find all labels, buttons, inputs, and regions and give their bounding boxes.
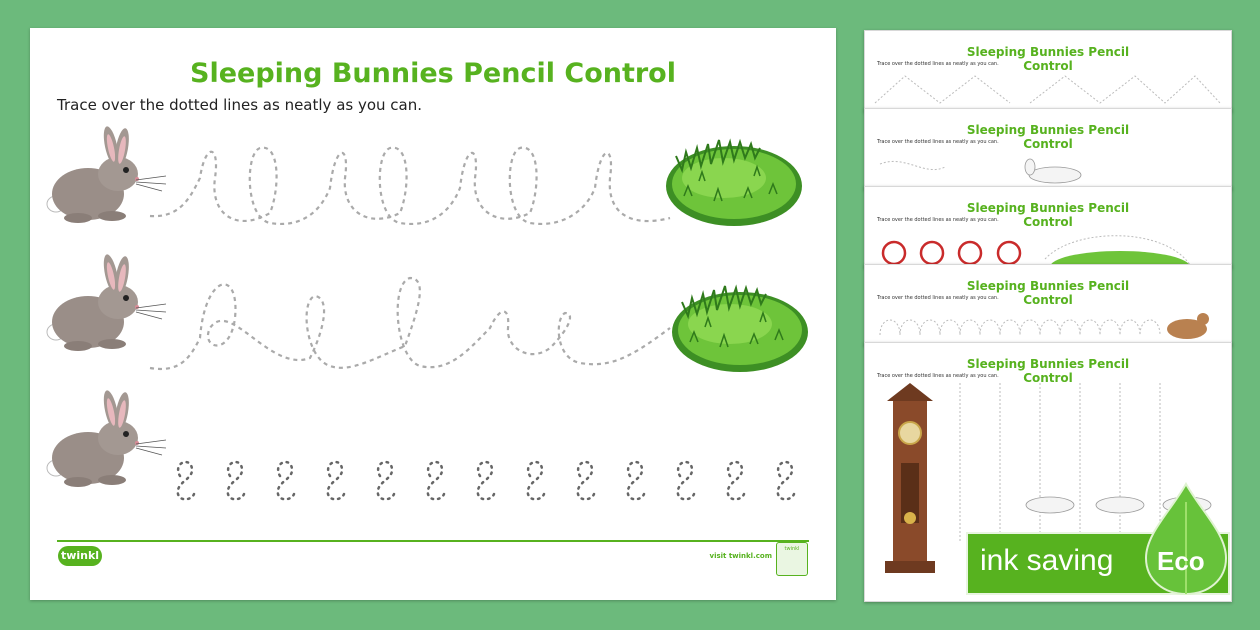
thumbnail-instruction: Trace over the dotted lines as neatly as you can. bbox=[877, 373, 999, 379]
thumbnail-instruction: Trace over the dotted lines as neatly as you can. bbox=[877, 139, 999, 145]
badge-label: twinkl bbox=[784, 546, 800, 552]
thumbnail-instruction: Trace over the dotted lines as neatly as you can. bbox=[877, 217, 999, 223]
eco-leaf-icon bbox=[1142, 482, 1230, 597]
twinkl-logo: twinkl bbox=[58, 546, 102, 566]
thumbnail-instruction: Trace over the dotted lines as neatly as you can. bbox=[877, 61, 999, 67]
quality-badge bbox=[776, 542, 808, 576]
footer-link[interactable]: visit twinkl.com bbox=[709, 552, 772, 560]
thumbnail-title: Sleeping Bunnies Pencil Control bbox=[966, 45, 1130, 73]
thumbnail-2[interactable] bbox=[864, 108, 1232, 190]
worksheet-main bbox=[30, 28, 836, 600]
clocks-illustration bbox=[865, 187, 1231, 267]
bush-row-1 bbox=[666, 140, 802, 226]
bush-row-2 bbox=[672, 286, 808, 372]
ink-saving-label: ink saving bbox=[980, 544, 1114, 577]
waves-illustration bbox=[865, 109, 1231, 189]
bunny-row-1 bbox=[47, 125, 166, 223]
eco-label: Eco bbox=[1157, 546, 1205, 576]
thumbnail-instruction: Trace over the dotted lines as neatly as you can. bbox=[877, 295, 999, 301]
dotted-loops-row-2 bbox=[150, 278, 670, 369]
thumbnail-3[interactable] bbox=[864, 186, 1232, 268]
thumbnail-4[interactable] bbox=[864, 264, 1232, 346]
bunny-row-2 bbox=[47, 253, 166, 351]
thumbnail-title: Sleeping Bunnies Pencil Control bbox=[966, 201, 1130, 229]
zigzag-illustration bbox=[865, 31, 1231, 111]
arches-illustration bbox=[865, 265, 1231, 345]
thumbnail-title: Sleeping Bunnies Pencil Control bbox=[966, 123, 1130, 151]
footer-divider bbox=[57, 540, 809, 542]
dotted-loops-row-1 bbox=[150, 148, 670, 224]
thumbnail-title: Sleeping Bunnies Pencil Control bbox=[966, 279, 1130, 307]
bunny-row-3 bbox=[47, 389, 166, 487]
thumbnail-1[interactable] bbox=[864, 30, 1232, 112]
worksheet-illustration bbox=[30, 28, 836, 600]
worksheet-instruction: Trace over the dotted lines as neatly as you can. bbox=[57, 96, 423, 114]
dotted-c-shapes bbox=[178, 462, 794, 499]
thumbnail-title: Sleeping Bunnies Pencil Control bbox=[966, 357, 1130, 385]
worksheet-title: Sleeping Bunnies Pencil Control bbox=[190, 58, 676, 89]
